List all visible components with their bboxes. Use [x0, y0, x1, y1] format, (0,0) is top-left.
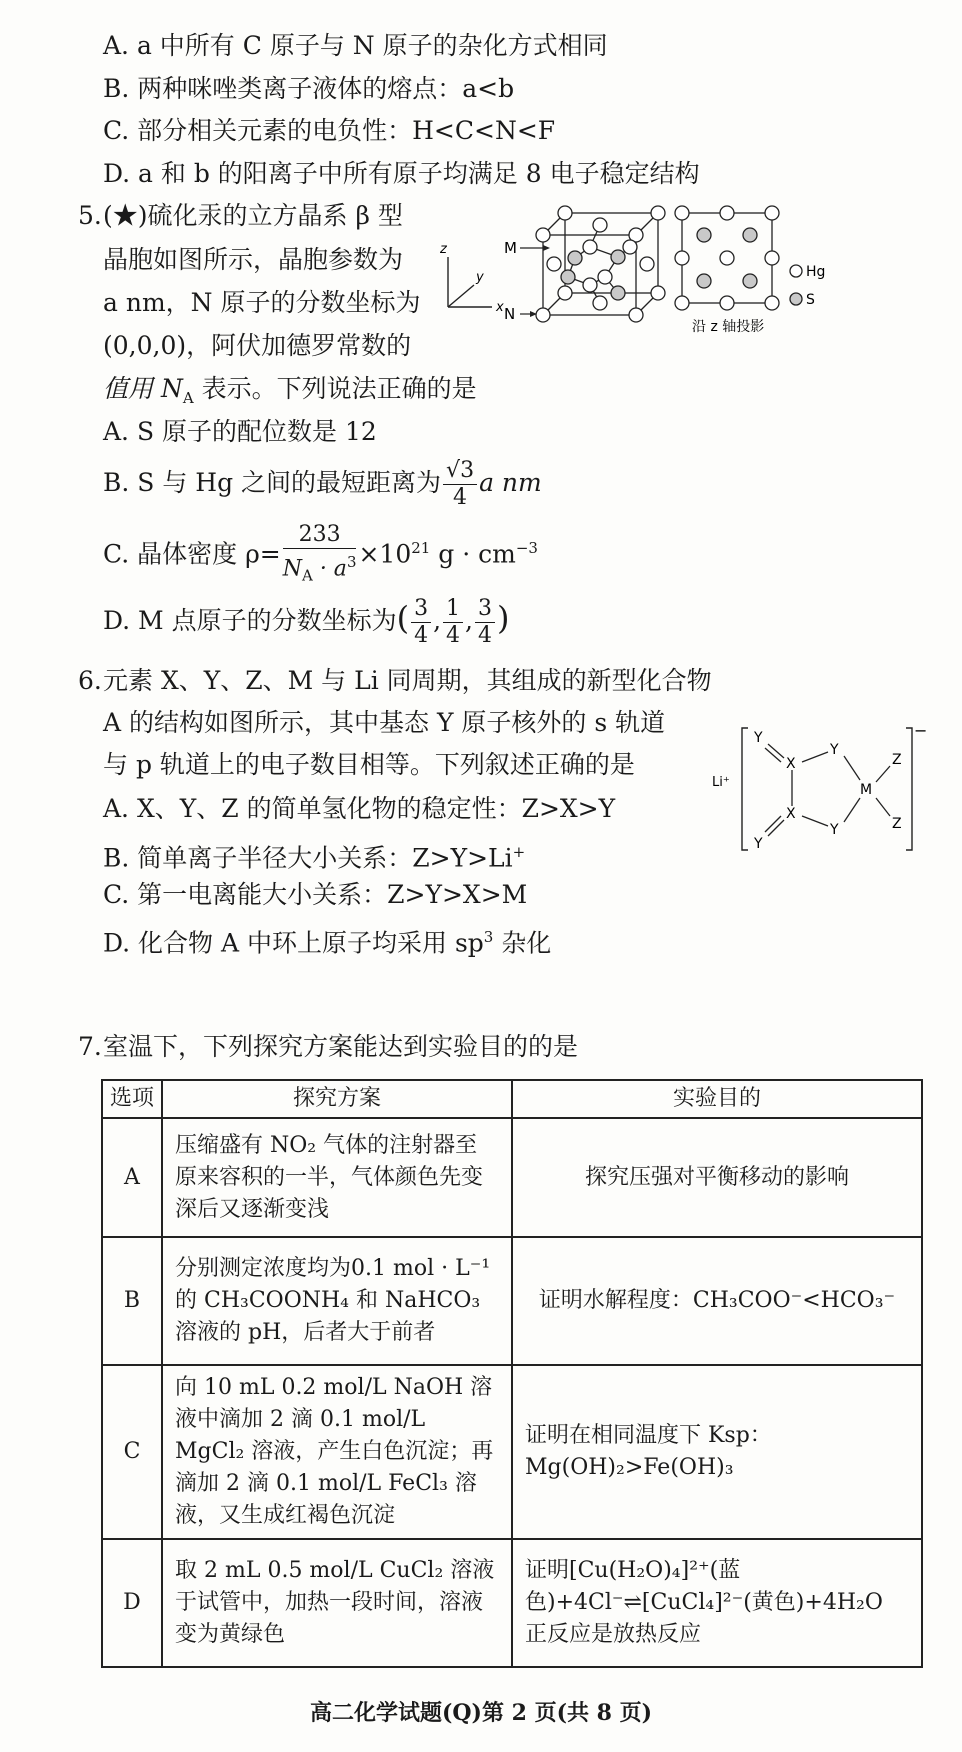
row-d-goal: 证明[Cu(H₂O)₄]²⁺(蓝色)+4Cl⁻⇌[CuCl₄]²⁻(黄色)+4H₂O 正反应是放热反应 [512, 1539, 922, 1667]
row-c-option: C [102, 1365, 162, 1539]
q5-option-d: D. M 点原子的分数坐标为( $\frac{3}{4}$ , $\frac{1}{4}$ , $\frac{3}{4}$ ) [103, 596, 510, 648]
q7-stem: 室温下，下列探究方案能达到实验目的的是 [103, 1032, 579, 1061]
q6-stem-line-3: 与 p 轨道上的电子数目相等。下列叙述正确的是 [103, 750, 635, 779]
row-d-option: D [102, 1539, 162, 1667]
atom-x-bottom: X [786, 806, 796, 822]
table-row [102, 1365, 922, 1539]
row-c-goal: 证明在相同温度下 Ksp：Mg(OH)₂>Fe(OH)₃ [512, 1365, 922, 1539]
row-b-goal: 证明水解程度：CH₃COO⁻<HCO₃⁻ [512, 1237, 922, 1365]
q5-option-b: B. S 与 Hg 之间的最短距离为 $\frac{√3}{4}$ a nm [103, 458, 542, 510]
q6-option-b: B. 简单离子半径大小关系：Z>Y>Li+ [103, 843, 526, 873]
q5-stem-line-1: (★)硫化汞的立方晶系 β 型 [103, 201, 403, 230]
q4-option-d: D. a 和 b 的阳离子中所有原子均满足 8 电子稳定结构 [103, 159, 700, 188]
q5-stem-line-5: 值用 $N_A$ 表示。下列说法正确的是 [103, 374, 477, 407]
table-row [102, 1237, 922, 1365]
page-footer: 高二化学试题(Q)第 2 页(共 8 页) [309, 1700, 653, 1726]
q6-stem-line-1: 元素 X、Y、Z、M 与 Li 同周期，其组成的新型化合物 [103, 666, 712, 695]
q6-stem-line-2: A 的结构如图所示，其中基态 Y 原子核外的 s 轨道 [103, 708, 666, 737]
atom-y-top-left: Y [754, 730, 763, 746]
q6-option-d: D. 化合物 A 中环上原子均采用 $sp^3$ 杂化 [103, 928, 552, 958]
q5-stem-line-3: a nm，N 原子的分数坐标为 [103, 288, 421, 317]
table-header-row [102, 1080, 922, 1118]
q5-option-a: A. S 原子的配位数是 12 [103, 417, 377, 446]
atom-m: M [860, 782, 873, 798]
q6-option-a: A. X、Y、Z 的简单氢化物的稳定性：Z>X>Y [103, 794, 616, 823]
axis-y-label: y [476, 270, 484, 285]
q5-stem-line-4: (0,0,0)，阿伏加德罗常数的 [103, 331, 412, 360]
atom-y-bottom-right: Y [830, 822, 839, 838]
q4-option-b: B. 两种咪唑类离子液体的熔点：a<b [103, 74, 515, 103]
q7-number: 7. [78, 1032, 102, 1061]
unit-cell-figure [440, 195, 910, 355]
q4-option-a: A. a 中所有 C 原子与 N 原子的杂化方式相同 [103, 31, 608, 60]
q4-option-c: C. 部分相关元素的电负性：H<C<N<F [103, 116, 556, 145]
header-plan: 探究方案 [162, 1080, 512, 1118]
row-a-goal: 探究压强对平衡移动的影响 [512, 1118, 922, 1237]
axis-z-label: z [440, 242, 447, 257]
row-a-plan: 压缩盛有 NO₂ 气体的注射器至原来容积的一半，气体颜色先变深后又逐渐变浅 [162, 1118, 512, 1237]
row-b-plan: 分别测定浓度均为0.1 mol · L⁻¹的 CH₃COONH₄ 和 NaHCO₃ 溶液的 pH，后者大于前者 [162, 1237, 512, 1365]
li-ion-label: Li⁺ [712, 775, 730, 790]
compound-a-structure [710, 720, 930, 860]
row-b-option: B [102, 1237, 162, 1365]
row-d-plan: 取 2 mL 0.5 mol/L CuCl₂ 溶液于试管中，加热一段时间，溶液变为黄绿色 [162, 1539, 512, 1667]
legend-s: S [806, 292, 815, 308]
header-option: 选项 [102, 1080, 162, 1118]
table-row [102, 1539, 922, 1667]
atom-y-top-right: Y [830, 742, 839, 758]
q5-number: 5. [78, 201, 102, 230]
projection-caption: 沿 z 轴投影 [692, 319, 765, 335]
table-row [102, 1118, 922, 1237]
q5-option-c: C. 晶体密度 ρ= $\frac{233}{N_A \cdot a^3}$ $\times 10^{21}$ $g \cdot cm^{-3}$ [103, 522, 538, 586]
legend-hg: Hg [806, 264, 826, 280]
charge-label: − [914, 721, 928, 740]
axis-x-label: x [496, 300, 504, 315]
row-c-plan: 向 10 mL 0.2 mol/L NaOH 溶液中滴加 2 滴 0.1 mol/L MgCl₂ 溶液，产生白色沉淀；再滴加 2 滴 0.1 mol/L FeCl₃ 溶液，又生成红褐色沉淀 [162, 1365, 512, 1539]
q6-number: 6. [78, 666, 102, 695]
label-n: N [504, 305, 516, 323]
atom-y-bottom-left: Y [754, 836, 763, 852]
q7-table [101, 1079, 923, 1668]
atom-z-bottom: Z [892, 816, 902, 832]
q6-option-c: C. 第一电离能大小关系：Z>Y>X>M [103, 880, 528, 909]
row-a-option: A [102, 1118, 162, 1237]
atom-z-top: Z [892, 752, 902, 768]
q5-stem-line-2: 晶胞如图所示，晶胞参数为 [103, 245, 404, 274]
atom-x-top: X [786, 756, 796, 772]
label-m: M [504, 239, 517, 257]
header-goal: 实验目的 [512, 1080, 922, 1118]
